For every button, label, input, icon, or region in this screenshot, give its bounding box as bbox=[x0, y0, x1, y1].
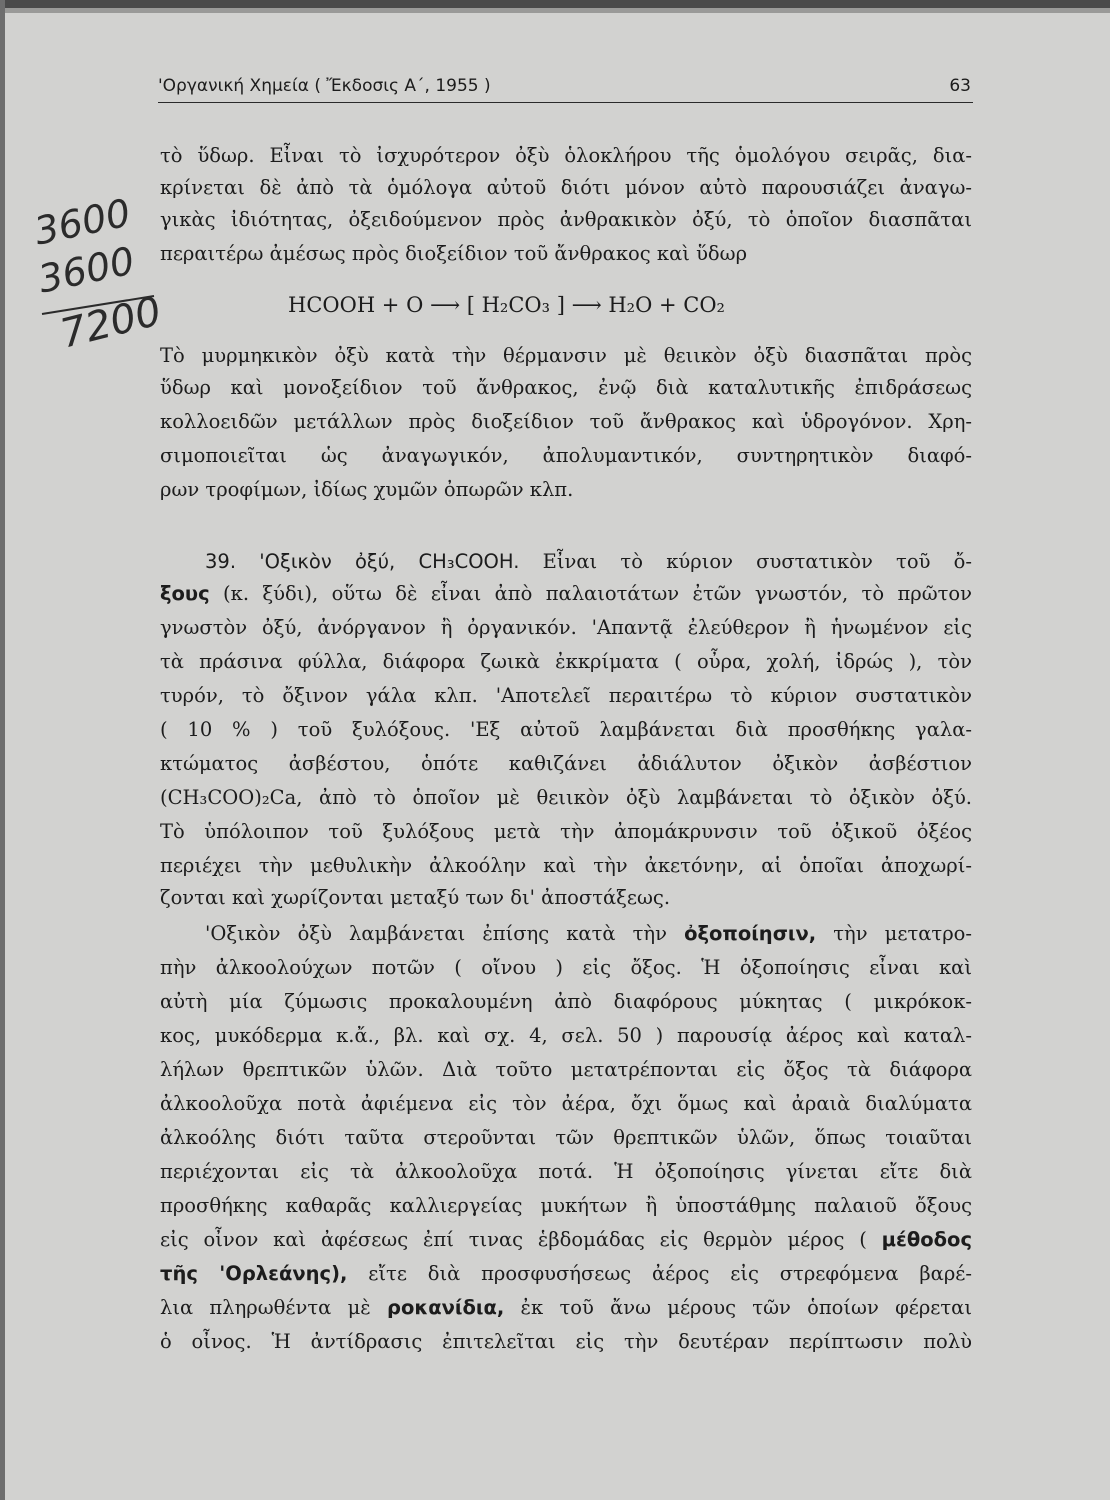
para1-line3: γικὰς ἰδιότητας, ὀξειδούμενον πρὸς ἀνθρακικὸν ὀξύ, τὸ ὁποῖον διασπᾶται bbox=[160, 208, 972, 231]
para4-line13: ὁ οἶνος. Ἡ ἀντίδρασις ἐπιτελεῖται εἰς τὴν δευτέραν περίπτωσιν πολὺ bbox=[160, 1330, 972, 1353]
section39-line3: γνωστὸν ὀξύ, ἀνόργανον ἢ ὀργανικόν. 'Απαντᾷ ἐλεύθερον ἢ ἡνωμένον εἰς bbox=[160, 616, 972, 639]
section39-line6: ( 10 % ) τοῦ ξυλόξους. 'Εξ αὐτοῦ λαμβάνεται διὰ προσθήκης γαλα- bbox=[160, 718, 972, 741]
para4-line2: πὴν ἀλκοολούχων ποτῶν ( οἴνου ) εἰς ὄξος. Ἡ ὀξοποίησις εἶναι καὶ bbox=[160, 956, 972, 979]
header-title: 'Οργανική Χημεία ( Ἔκδοσις Α΄, 1955 ) bbox=[158, 76, 491, 96]
para4-line8: περιέχονται εἰς τὰ ἀλκοολοῦχα ποτά. Ἡ ὀξοποίησις γίνεται εἴτε διὰ bbox=[160, 1160, 972, 1183]
para4-line10-start: εἰς οἶνον καὶ ἀφέσεως ἐπί τινας ἑβδομάδας εἰς θερμὸν μέρος ( bbox=[160, 1228, 867, 1251]
para4-line6: ἀλκοολοῦχα ποτὰ ἀφιέμενα εἰς τὸν ἀέρα, ὄχι ὅμως καὶ ἀραιὰ διαλύματα bbox=[160, 1092, 972, 1115]
margin-note-1: 3600 bbox=[30, 190, 135, 254]
section39-line11: ζονται καὶ χωρίζονται μεταξύ των δι' ἀποστάξεως. bbox=[160, 886, 671, 909]
scan-left-edge bbox=[0, 0, 5, 1500]
para4-line1 bbox=[205, 920, 972, 948]
para4-bold-rokanidia: ροκανίδια, bbox=[386, 1296, 505, 1319]
para4-bold-methodos: μέθοδος bbox=[881, 1228, 973, 1251]
para4-line3: αὐτὴ μία ζύμωσις προκαλουμένη ἀπὸ διαφόρους μύκητας ( μικρόκοκ- bbox=[160, 990, 972, 1013]
para4-line12-start: λια πληρωθέντα μὲ bbox=[160, 1296, 371, 1319]
para4-line10 bbox=[160, 1226, 972, 1254]
para4-line7: ἀλκοόλης διότι ταῦτα στεροῦνται τῶν θρεπτικῶν ὑλῶν, ὅπως τοιαῦται bbox=[160, 1126, 972, 1149]
para4-line11 bbox=[160, 1260, 972, 1288]
section39-line4: τὰ πράσινα φύλλα, διάφορα ζωικὰ ἐκκρίματα ( οὖρα, χολή, ἱδρώς ), τὸν bbox=[160, 650, 972, 673]
section39-line10: περιέχει τὴν μεθυλικὴν ἀλκοόλην καὶ τὴν ἀκετόνην, αἱ ὁποῖαι ἀποχωρί- bbox=[160, 854, 972, 877]
para2-line3: κολλοειδῶν μετάλλων πρὸς διοξείδιον τοῦ ἄνθρακος καὶ ὑδρογόνον. Χρη- bbox=[160, 410, 972, 433]
para4-line4: κος, μυκόδερμα κ.ἄ., βλ. καὶ σχ. 4, σελ. 50 ) παρουσίᾳ ἀέρος καὶ καταλ- bbox=[160, 1024, 972, 1047]
page-number: 63 bbox=[949, 76, 971, 96]
para2-line5: ρων τροφίμων, ἰδίως χυμῶν ὀπωρῶν κλπ. bbox=[160, 478, 574, 501]
para4-bold-oxopoiisin: ὀξοποίησιν, bbox=[684, 922, 817, 945]
section39-line5: τυρόν, τὸ ὄξινον γάλα κλπ. 'Αποτελεῖ περαιτέρω τὸ κύριον συστατικὸν bbox=[160, 684, 972, 707]
para4-line1-end: τὴν μετατρο- bbox=[833, 922, 972, 945]
section39-line9: Τὸ ὑπόλοιπον τοῦ ξυλόξους μετὰ τὴν ἀπομάκρυνσιν τοῦ ὀξικοῦ ὀξέος bbox=[160, 820, 972, 843]
margin-note-2: 3600 bbox=[34, 238, 139, 302]
running-header bbox=[158, 76, 973, 103]
section39-line2-rest: (κ. ξύδι), οὕτω δὲ εἶναι ἀπὸ παλαιοτάτων ἐτῶν γνωστόν, τὸ πρῶτον bbox=[223, 582, 973, 605]
para2-line2: ὕδωρ καὶ μονοξείδιον τοῦ ἄνθρακος, ἐνῷ διὰ καταλυτικῆς ἐπιδράσεως bbox=[160, 376, 972, 399]
section39-line7: κτώματος ἀσβέστου, ὁπότε καθιζάνει ἀδιάλυτον ὀξικὸν ἀσβέστιον bbox=[160, 752, 972, 775]
section39-heading: 39. 'Οξικὸν ὀξύ, CH₃COOH. bbox=[205, 550, 520, 573]
para4-line1-start: 'Οξικὸν ὀξὺ λαμβάνεται ἐπίσης κατὰ τὴν bbox=[205, 922, 667, 945]
chemical-equation: HCOOH + O ⟶ [ H₂CO₃ ] ⟶ H₂O + CO₂ bbox=[288, 293, 725, 317]
para1-line2: κρίνεται δὲ ἀπὸ τὰ ὁμόλογα αὐτοῦ διότι μόνον αὐτὸ παρουσιάζει ἀναγω- bbox=[160, 176, 972, 199]
scan-top-shadow bbox=[0, 8, 1110, 13]
para4-line12 bbox=[160, 1294, 972, 1322]
para4-line11-rest: εἴτε διὰ προσφυσήσεως ἀέρος εἰς στρεφόμενα βαρέ- bbox=[368, 1262, 972, 1285]
para2-line1: Τὸ μυρμηκικὸν ὀξὺ κατὰ τὴν θέρμανσιν μὲ θειικὸν ὀξὺ διασπᾶται πρὸς bbox=[160, 344, 972, 367]
section39-line1-rest: Εἶναι τὸ κύριον συστατικὸν τοῦ ὄ- bbox=[542, 550, 972, 573]
para2-line4: σιμοποιεῖται ὡς ἀναγωγικόν, ἀπολυμαντικόν, συντηρητικὸν διαφό- bbox=[160, 444, 972, 467]
para4-bold-orleanis: τῆς 'Ορλεάνης), bbox=[160, 1262, 348, 1285]
para4-line12-end: ἐκ τοῦ ἄνω μέρους τῶν ὁποίων φέρεται bbox=[520, 1296, 972, 1319]
margin-note-3: 7200 bbox=[55, 288, 166, 358]
section39-line2 bbox=[160, 580, 972, 608]
section39-line8: (CH₃COO)₂Ca, ἀπὸ τὸ ὁποῖον μὲ θειικὸν ὀξὺ λαμβάνεται τὸ ὀξικὸν ὀξύ. bbox=[160, 786, 972, 809]
section39-bold-ksous: ξους bbox=[160, 582, 210, 605]
para4-line5: λήλων θρεπτικῶν ὑλῶν. Διὰ τοῦτο μετατρέπονται εἰς ὄξος τὰ διάφορα bbox=[160, 1058, 972, 1081]
section39-line1 bbox=[205, 548, 972, 576]
para1-line4: περαιτέρω ἀμέσως πρὸς διοξείδιον τοῦ ἄνθρακος καὶ ὕδωρ bbox=[160, 242, 748, 265]
para1-line1: τὸ ὕδωρ. Εἶναι τὸ ἰσχυρότερον ὀξὺ ὁλοκλήρου τῆς ὁμολόγου σειρᾶς, δια- bbox=[160, 144, 972, 167]
scan-top-edge bbox=[0, 0, 1110, 8]
para4-line9: προσθήκης καθαρᾶς καλλιεργείας μυκήτων ἢ ὑποστάθμης παλαιοῦ ὄξους bbox=[160, 1194, 972, 1217]
